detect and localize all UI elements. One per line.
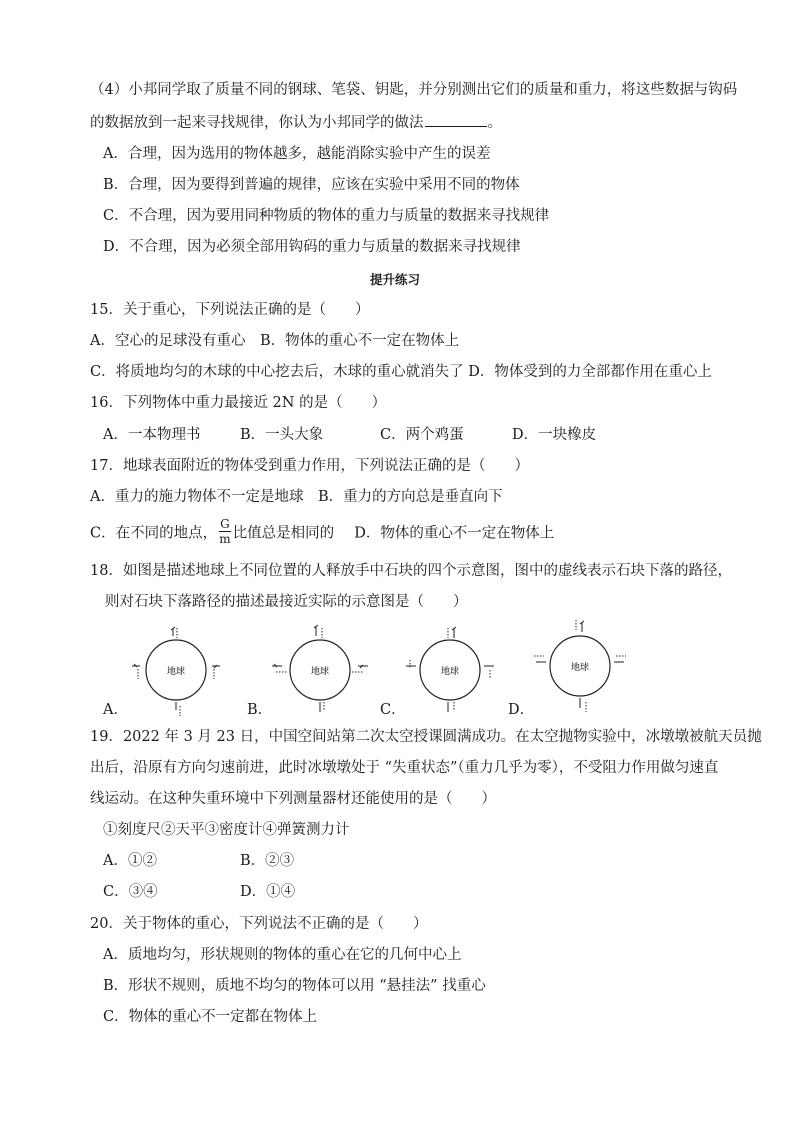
q20-stem: 20．关于物体的重心，下列说法不正确的是（ ） — [90, 916, 428, 932]
q18-stem-line1: 18．如图是描述地球上不同位置的人释放手中石块的四个示意图，图中的虚线表示石块下落的路径， — [90, 563, 732, 579]
q17-stem: 17．地球表面附近的物体受到重力作用，下列说法正确的是（ ） — [90, 458, 529, 474]
q18-option-a: A． — [103, 702, 128, 718]
q17-option-c-prefix: C．在不同的地点， — [90, 525, 218, 542]
q20-option-a: A．质地均匀，形状规则的物体的重心在它的几何中心上 — [103, 947, 462, 963]
figure-c — [402, 622, 498, 718]
q20-option-c: C．物体的重心不一定都在物体上 — [103, 1009, 318, 1025]
q14-option-c: C．不合理，因为要用同种物质的物体的重力与质量的数据来寻找规律 — [103, 208, 550, 224]
q16-option-c: C．两个鸡蛋 — [380, 427, 464, 443]
q18-option-b: B． — [247, 702, 273, 718]
q16-option-b: B．一头大象 — [240, 427, 324, 443]
earth-diagram-b — [270, 622, 370, 718]
figure-a — [128, 622, 224, 718]
earth-label: 地球 — [440, 667, 460, 677]
g-over-m-fraction — [219, 517, 231, 546]
q14-part4-stem-line2 — [90, 112, 502, 133]
q19-option-a: A．①② — [103, 853, 157, 869]
earth-label: 地球 — [570, 663, 590, 673]
q15-options-ab: A．空心的足球没有重心 B．物体的重心不一定在物体上 — [90, 333, 460, 349]
q18-option-c: C． — [380, 702, 406, 718]
earth-diagram-a — [128, 622, 224, 718]
fraction-denominator: m — [219, 532, 231, 546]
section-title: 提升练习 — [370, 272, 421, 287]
q19-option-c: C．③④ — [103, 884, 158, 900]
figure-d — [532, 618, 632, 714]
q16-stem: 16．下列物体中重力最接近 2N 的是（ ） — [90, 395, 387, 411]
q18-option-d: D． — [508, 702, 535, 718]
q19-items: ①刻度尺②天平③密度计④弹簧测力计 — [103, 822, 350, 838]
figure-b — [270, 622, 370, 718]
q19-option-b: B．②③ — [240, 853, 295, 869]
q14-part4-stem-line1: （4）小邦同学取了质量不同的钢球、笔袋、钥匙，并分别测出它们的质量和重力，将这些数据与钩码 — [90, 82, 738, 98]
q17-options-ab: A．重力的施力物体不一定是地球 B．重力的方向总是垂直向下 — [90, 489, 503, 505]
q19-stem-line1: 19．2022 年 3 月 23 日，中国空间站第二次太空授课圆满成功。在太空抛物实验中，冰墩墩被航天员抛 — [90, 729, 762, 745]
q19-stem-line3: 线运动。在这种失重环境中下列测量器材还能使用的是（ ） — [90, 791, 496, 807]
q15-options-cd: C．将质地均匀的木球的中心挖去后，木球的重心就消失了 D．物体受到的力全部都作用在重心上 — [90, 364, 712, 380]
q14-part4-stem-line2-text: 的数据放到一起来寻找规律，你认为小邦同学的做法 — [90, 115, 424, 131]
q20-option-b: B．形状不规则，质地不均匀的物体可以用 “悬挂法” 找重心 — [103, 978, 486, 994]
q18-stem-line2: 则对石块下落路径的描述最接近实际的示意图是（ ） — [105, 594, 468, 610]
q19-stem-line2: 出后，沿原有方向匀速前进，此时冰墩墩处于 “失重状态”（重力几乎为零），不受阻力作用做匀速直 — [90, 760, 719, 776]
q14-option-a: A．合理，因为选用的物体越多，越能消除实验中产生的误差 — [103, 146, 491, 162]
q14-part4-stem-line2-end: 。 — [487, 115, 502, 131]
q14-option-d: D．不合理，因为必须全部用钩码的重力与质量的数据来寻找规律 — [103, 239, 521, 255]
fraction-numerator: G — [220, 517, 230, 531]
q17-options-cd — [90, 519, 554, 548]
earth-label: 地球 — [310, 667, 330, 677]
answer-blank[interactable] — [425, 112, 487, 127]
q14-option-b: B．合理，因为要得到普遍的规律，应该在实验中采用不同的物体 — [103, 177, 520, 193]
q17-option-c-suffix: 比值总是相同的 — [232, 525, 335, 542]
q19-option-d: D．①④ — [240, 884, 296, 900]
earth-label: 地球 — [166, 667, 186, 677]
earth-diagram-c — [402, 622, 498, 718]
q16-option-d: D．一块橡皮 — [512, 427, 597, 443]
q17-option-d: D．物体的重心不一定在物体上 — [354, 525, 555, 542]
q16-option-a: A．一本物理书 — [103, 427, 201, 443]
earth-diagram-d — [532, 618, 632, 714]
q15-stem: 15．关于重心，下列说法正确的是（ ） — [90, 302, 370, 318]
